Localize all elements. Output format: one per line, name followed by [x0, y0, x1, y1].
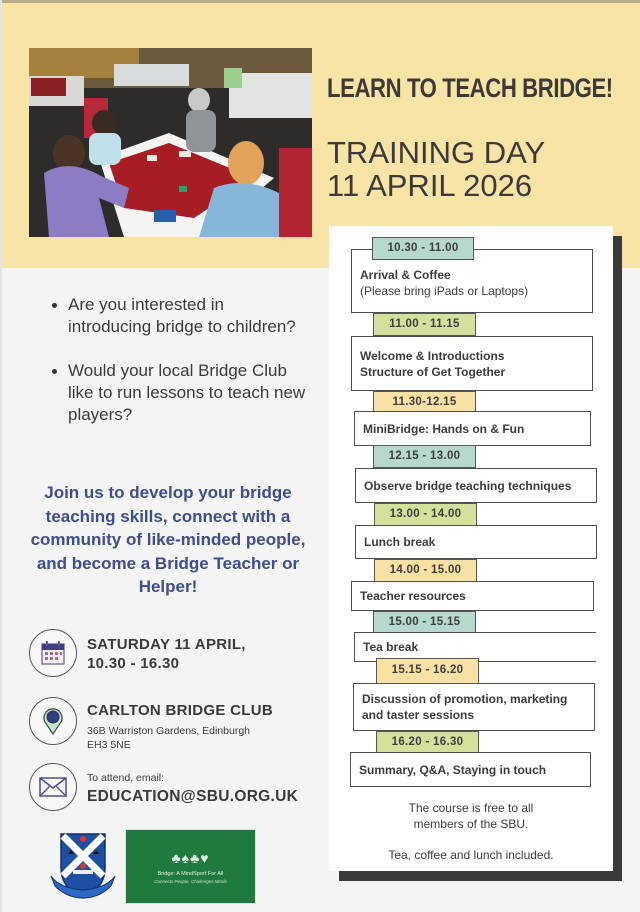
- card-suits-icon: ♣♠♣♥: [171, 849, 210, 866]
- schedule-item-title: Tea break: [363, 640, 419, 654]
- location-pin-icon: [29, 697, 77, 745]
- photo-illustration: [29, 48, 312, 237]
- mindsport-tagline: Bridge: A MindSport For All: [157, 870, 224, 877]
- time-badge: 12.15 - 13.00: [373, 445, 476, 468]
- catering-note: Tea, coffee and lunch included.: [388, 848, 554, 862]
- mindsport-subtagline: Connects People. Challenges Minds: [154, 878, 227, 884]
- time-badge: 10.30 - 11.00: [372, 237, 474, 260]
- schedule-item-title: MiniBridge: Hands on & Fun: [363, 421, 525, 436]
- sbu-shield-logo: [49, 830, 117, 902]
- schedule-item-note: and taster sessions: [362, 708, 475, 722]
- time-badge: 15.15 - 16.20: [376, 658, 479, 684]
- schedule-item: [354, 411, 591, 446]
- footer-line: The course is free to all: [408, 801, 534, 815]
- schedule-item-title: Welcome & Introductions: [360, 348, 505, 363]
- venue-address-line-1: 36B Warriston Gardens, Edinburgh: [87, 725, 251, 737]
- schedule-item-note: (Please bring iPads or Laptops): [360, 284, 529, 298]
- schedule-item-title: Observe bridge teaching techniques: [364, 478, 572, 493]
- schedule-item: [351, 336, 593, 391]
- subheadline: [327, 136, 545, 202]
- time-badge: 14.00 - 15.00: [374, 559, 477, 582]
- schedule-item-title: Arrival & Coffee: [360, 268, 451, 282]
- subhead-line-2: 11 APRIL 2026: [327, 168, 533, 203]
- schedule-item-note: Structure of Get Together: [360, 364, 506, 379]
- bullet-item: Are you interested in introducing bridge to children?: [50, 294, 310, 338]
- intro-bullets: [50, 294, 310, 448]
- call-to-action: Join us to develop your bridge teaching skills, connect with a community of like-minded people, and become a Bridge Teacher or Helper!: [30, 483, 306, 596]
- envelope-icon: [29, 763, 77, 811]
- contact-info: [29, 763, 298, 811]
- date-info: [29, 629, 246, 677]
- schedule-item-title: Teacher resources: [360, 589, 466, 603]
- contact-label: To attend, email:: [87, 772, 165, 784]
- event-date: SATURDAY 11 APRIL,: [87, 636, 246, 653]
- schedule-item: [353, 683, 595, 731]
- mindsport-logo: [125, 829, 256, 904]
- time-badge: 13.00 - 14.00: [374, 503, 477, 526]
- time-badge: 15.00 - 15.15: [373, 611, 476, 634]
- time-badge: 11.30-12.15: [373, 391, 476, 414]
- free-course-note: [329, 800, 613, 832]
- venue-name: CARLTON BRIDGE CLUB: [87, 702, 273, 719]
- footer-line: members of the SBU.: [413, 817, 529, 831]
- calendar-icon: [29, 629, 77, 677]
- venue-info: [29, 697, 273, 752]
- bullet-item: Would your local Bridge Club like to run lessons to teach new players?: [50, 360, 310, 426]
- schedule-item-title: Summary, Q&A, Staying in touch: [359, 762, 547, 777]
- headline: LEARN TO TEACH BRIDGE!: [327, 73, 613, 103]
- schedule-item: [351, 581, 594, 611]
- event-time: 10.30 - 16.30: [87, 655, 180, 672]
- time-badge: 16.20 - 16.30: [376, 731, 479, 754]
- contact-email-link[interactable]: EDUCATION@SBU.ORG.UK: [87, 788, 299, 805]
- schedule-item: [355, 525, 597, 559]
- schedule-item: [350, 752, 591, 787]
- time-badge: 11.00 - 11.15: [373, 313, 476, 336]
- venue-address-line-2: EH3 5NE: [87, 739, 131, 751]
- bridge-players-photo: [29, 48, 312, 237]
- subhead-line-1: TRAINING DAY: [327, 135, 546, 170]
- schedule-item-title: Discussion of promotion, marketing: [362, 692, 568, 706]
- schedule-item-title: Lunch break: [364, 535, 436, 549]
- schedule-item: [355, 468, 597, 503]
